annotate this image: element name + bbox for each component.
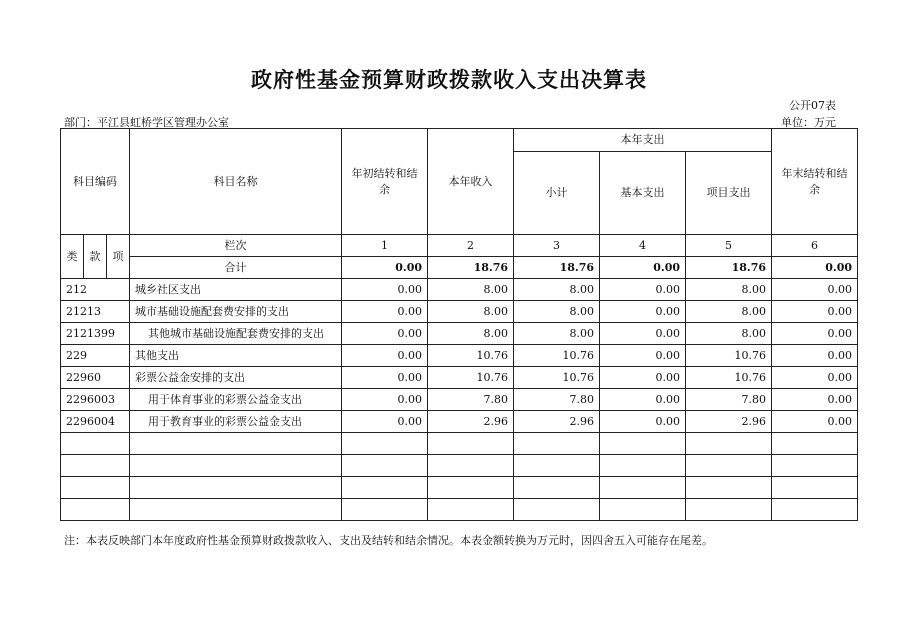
row-cell: 0.00 xyxy=(342,389,428,411)
col-num: 6 xyxy=(772,235,858,257)
row-cell: 0.00 xyxy=(342,301,428,323)
row-cell: 0.00 xyxy=(772,367,858,389)
col-num: 5 xyxy=(686,235,772,257)
row-code: 2296003 xyxy=(61,389,130,411)
row-name: 其他城市基础设施配套费安排的支出 xyxy=(130,323,342,345)
page-title: 政府性基金预算财政拨款收入支出决算表 xyxy=(251,67,647,92)
row-cell: 8.00 xyxy=(428,301,514,323)
empty-row xyxy=(61,455,858,477)
header-basic: 基本支出 xyxy=(600,152,686,235)
row-cell: 10.76 xyxy=(514,367,600,389)
col-num: 3 xyxy=(514,235,600,257)
row-cell: 10.76 xyxy=(428,345,514,367)
row-name: 用于体育事业的彩票公益金支出 xyxy=(130,389,342,411)
row-cell: 0.00 xyxy=(600,323,686,345)
row-cell: 0.00 xyxy=(600,411,686,433)
empty-row xyxy=(61,433,858,455)
row-cell: 0.00 xyxy=(772,411,858,433)
total-cell: 0.00 xyxy=(772,257,858,279)
row-code: 21213 xyxy=(61,301,130,323)
header-expenditure-group: 本年支出 xyxy=(514,129,772,152)
row-cell: 8.00 xyxy=(514,279,600,301)
total-row xyxy=(61,257,858,279)
row-cell: 8.00 xyxy=(514,323,600,345)
row-cell: 2.96 xyxy=(428,411,514,433)
row-cell: 0.00 xyxy=(600,389,686,411)
row-cell: 0.00 xyxy=(600,301,686,323)
footnote: 注：本表反映部门本年度政府性基金预算财政拨款收入、支出及结转和结余情况。本表金额转换为万元时，因四舍五入可能存在尾差。 xyxy=(64,534,713,547)
header-kuan: 款 xyxy=(84,235,107,279)
total-cell: 0.00 xyxy=(342,257,428,279)
row-cell: 10.76 xyxy=(514,345,600,367)
col-num: 2 xyxy=(428,235,514,257)
header-begin-balance: 年初结转和结余 xyxy=(342,129,428,235)
table-row xyxy=(61,411,858,433)
row-cell: 8.00 xyxy=(428,279,514,301)
row-cell: 0.00 xyxy=(600,345,686,367)
row-cell: 2.96 xyxy=(514,411,600,433)
row-cell: 0.00 xyxy=(342,367,428,389)
row-cell: 10.76 xyxy=(686,367,772,389)
row-code: 22960 xyxy=(61,367,130,389)
row-name: 用于教育事业的彩票公益金支出 xyxy=(130,411,342,433)
row-name: 其他支出 xyxy=(130,345,342,367)
department-label: 部门：平江县虹桥学区管理办公室 xyxy=(64,116,229,129)
total-cell: 18.76 xyxy=(428,257,514,279)
row-cell: 8.00 xyxy=(686,301,772,323)
row-cell: 10.76 xyxy=(686,345,772,367)
empty-row xyxy=(61,499,858,521)
table-row xyxy=(61,345,858,367)
row-cell: 8.00 xyxy=(514,301,600,323)
row-cell: 7.80 xyxy=(514,389,600,411)
row-cell: 10.76 xyxy=(428,367,514,389)
header-income: 本年收入 xyxy=(428,129,514,235)
row-code: 212 xyxy=(61,279,130,301)
row-cell: 0.00 xyxy=(772,389,858,411)
row-cell: 8.00 xyxy=(428,323,514,345)
row-code: 2296004 xyxy=(61,411,130,433)
row-name: 彩票公益金安排的支出 xyxy=(130,367,342,389)
row-cell: 7.80 xyxy=(686,389,772,411)
table-row xyxy=(61,301,858,323)
row-cell: 8.00 xyxy=(686,279,772,301)
row-cell: 0.00 xyxy=(600,279,686,301)
table-row xyxy=(61,367,858,389)
row-cell: 0.00 xyxy=(772,345,858,367)
header-end-balance: 年末结转和结余 xyxy=(772,129,858,235)
row-cell: 0.00 xyxy=(772,323,858,345)
header-name: 科目名称 xyxy=(130,129,342,235)
row-cell: 0.00 xyxy=(342,345,428,367)
row-code: 2121399 xyxy=(61,323,130,345)
table-row xyxy=(61,323,858,345)
row-cell: 2.96 xyxy=(686,411,772,433)
row-cell: 0.00 xyxy=(342,279,428,301)
header-xiang: 项 xyxy=(107,235,130,279)
total-cell: 18.76 xyxy=(686,257,772,279)
header-lanci: 栏次 xyxy=(130,235,342,257)
header-lei: 类 xyxy=(61,235,84,279)
row-cell: 0.00 xyxy=(772,301,858,323)
row-cell: 0.00 xyxy=(600,367,686,389)
row-cell: 8.00 xyxy=(686,323,772,345)
col-num: 1 xyxy=(342,235,428,257)
total-cell: 0.00 xyxy=(600,257,686,279)
header-project: 项目支出 xyxy=(686,152,772,235)
total-cell: 18.76 xyxy=(514,257,600,279)
unit-label: 单位：万元 xyxy=(781,116,836,129)
total-label: 合计 xyxy=(130,257,342,279)
row-cell: 0.00 xyxy=(342,411,428,433)
header-subtotal: 小计 xyxy=(514,152,600,235)
row-cell: 0.00 xyxy=(342,323,428,345)
row-code: 229 xyxy=(61,345,130,367)
table-row xyxy=(61,279,858,301)
empty-row xyxy=(61,477,858,499)
row-name: 城乡社区支出 xyxy=(130,279,342,301)
budget-table xyxy=(60,128,858,521)
col-num: 4 xyxy=(600,235,686,257)
row-cell: 7.80 xyxy=(428,389,514,411)
row-cell: 0.00 xyxy=(772,279,858,301)
table-row xyxy=(61,389,858,411)
form-number: 公开07表 xyxy=(789,99,836,112)
header-code: 科目编码 xyxy=(61,129,130,235)
row-name: 城市基础设施配套费安排的支出 xyxy=(130,301,342,323)
